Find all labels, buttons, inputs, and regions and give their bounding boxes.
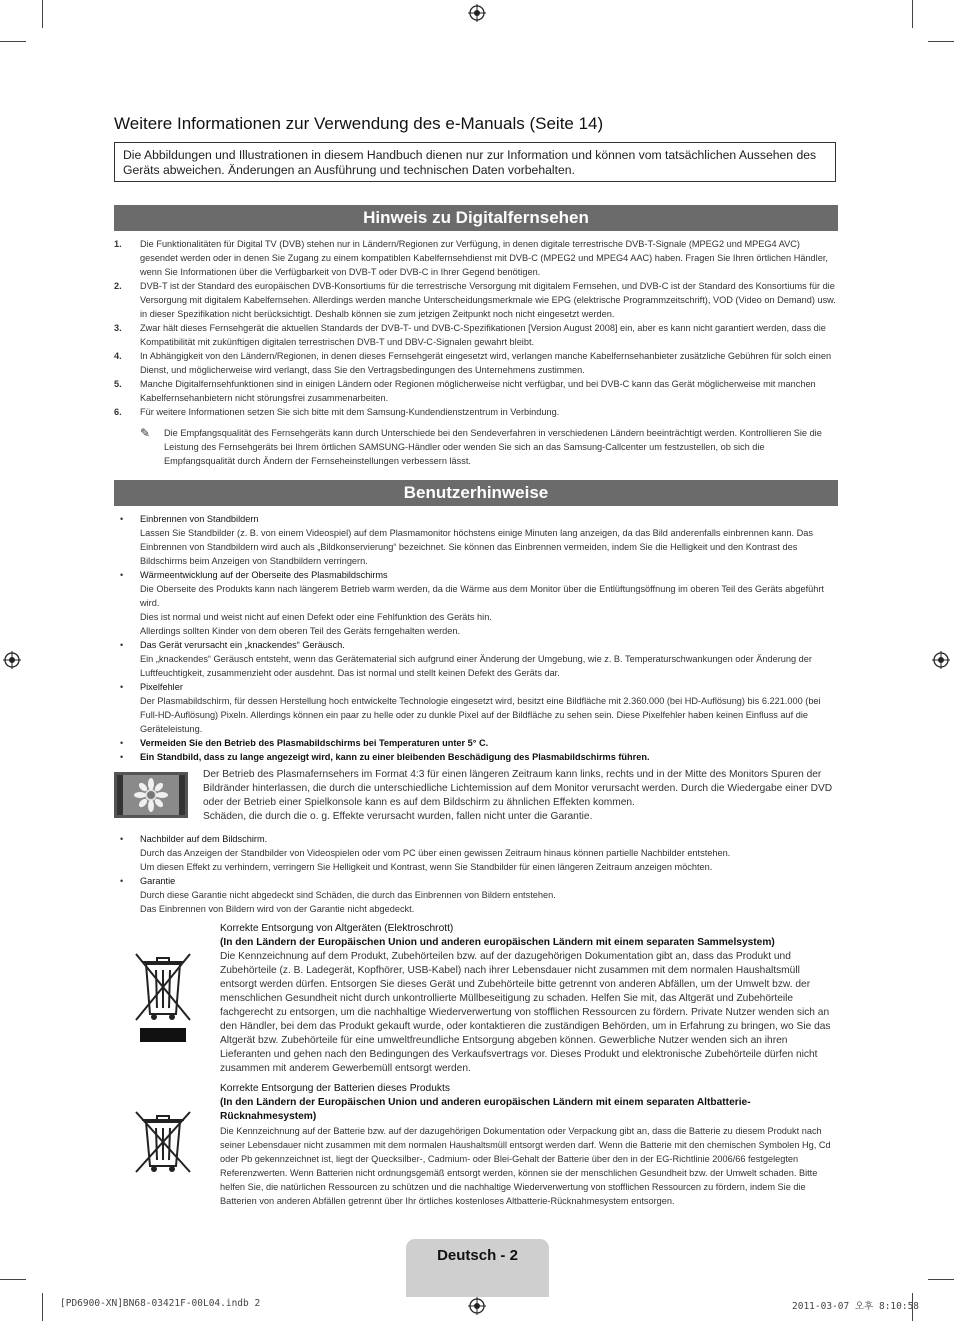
item-text: In Abhängigkeit von den Ländern/Regionen, in denen dieses Fernsehgerät eingesetzt wird, verlangen manche Kabelfernsehanbieter zusätzliche Gebühren für solch einen Dienst, und möglicherweise wird verlangt, dass Sie den Vertragsbedingungen des Unternehmens zustimmen. — [140, 351, 832, 375]
bullet-title: Vermeiden Sie den Betrieb des Plasmabildschirms bei Temperaturen unter 5° C. — [140, 738, 489, 748]
registration-mark-icon — [932, 651, 950, 669]
bullet-body: Ein „knackendes“ Geräusch entsteht, wenn das Gerätematerial sich aufgrund einer Änderung der Umgebung, wie z. B. Temperaturschwankungen oder Änderung der Luftfeuchtigkeit, zusammenzieht oder ausdehnt. Das ist normal und stellt keinen Defekt des Geräts dar. — [140, 654, 812, 678]
bullet-item: • Garantie Durch diese Garantie nicht abgedeckt sind Schäden, die durch das Einbrennen von Bildern entstehen. Das Einbrennen von Bildern wird von der Garantie nicht abgedeckt. — [114, 874, 838, 916]
page-title: Weitere Informationen zur Verwendung des e-Manuals (Seite 14) — [114, 114, 604, 133]
crop-mark — [928, 41, 954, 42]
crop-mark — [0, 41, 26, 42]
item-text: Die Funktionalitäten für Digital TV (DVB) stehen nur in Ländern/Regionen zur Verfügung, in denen digitale terrestrische DVB-T-Signale (MPEG2 und MPEG4 AVC) gesendet werden oder in denen Sie Zugang zu einem kompatiblen Kabelfernsehdienst mit DVB-C (MPEG2 und MPEG4 AAC) haben. Fragen Sie Ihren örtlichen Händler, wenn Sie Informationen über die Verfügbarkeit von DVB-T oder DVB-C in Ihrer Gegend benötigen. — [140, 239, 828, 277]
crossed-bin-icon — [134, 950, 192, 1044]
battery-subtitle: (In den Ländern der Europäischen Union und anderen europäischen Ländern mit einem separaten Altbatterie-Rücknahmesystem) — [220, 1097, 751, 1122]
bullet-item: • Das Gerät verursacht ein „knackendes“ Geräusch. Ein „knackendes“ Geräusch entsteht, wenn das Gerätematerial sich aufgrund einer Änderung der Umgebung, wie z. B. Temperaturschwankungen oder Änderung der Luftfeuchtigkeit, zusammenzieht oder ausdehnt. Das ist normal und stellt keinen Defekt des Geräts dar. — [114, 638, 838, 680]
battery-title: Korrekte Entsorgung der Batterien dieses Produkts — [220, 1083, 450, 1094]
bullet-body: Der Plasmabildschirm, für dessen Herstellung hoch entwickelte Technologie eingesetzt wird, besitzt eine Bildfläche mit 2.360.000 (bei HD-Auflösung) bis 6.221.000 (bei Full-HD-Auflösung) Pixeln. Allerdings können ein paar zu helle oder zu dunkle Pixel auf der Bildfläche zu sehen sein. Diese Pixelfehler haben keinen Einfluss auf die Geräteleistung. — [140, 696, 821, 734]
weee-subtitle: (In den Ländern der Europäischen Union und anderen europäischen Ländern mit einem separaten Sammelsystem) — [220, 937, 775, 948]
note — [140, 426, 838, 468]
item-text: Zwar hält dieses Fernsehgerät die aktuellen Standards der DVB-T- und DVB-C-Spezifikationen [Version August 2008] ein, aber es kann nicht garantiert werden, dass die Kompatibilität mit zukünftigen digitalen terrestrischen DVB-T und DBV-C-Signalen gewahrt bleibt. — [140, 323, 826, 347]
weee-title: Korrekte Entsorgung von Altgeräten (Elektroschrott) — [220, 923, 454, 934]
bullet-item: • Einbrennen von Standbildern Lassen Sie Standbilder (z. B. von einem Videospiel) auf dem Plasmamonitor höchstens einige Minuten lang anzeigen, da das Bild anderenfalls einbrennen kann. Das Einbrennen von Standbildern wird auch als „Bildkonservierung“ bezeichnet. Sie können das Einbrennen vermeiden, indem Sie die Helligkeit und den Kontrast des Bildschirms beim Anzeigen von Standbildern verringern. — [114, 512, 838, 568]
bullet-title: Einbrennen von Standbildern — [140, 514, 259, 524]
bullet-title: Ein Standbild, dass zu lange angezeigt wird, kann zu einer bleibenden Beschädigung des Plasmabildschirms führen. — [140, 752, 650, 762]
battery-body: Die Kennzeichnung auf der Batterie bzw. auf der dazugehörigen Dokumentation oder Verpackung gibt an, dass die Batterie zu diesem Produkt nach seiner Lebensdauer nicht zusammen mit dem normalen Haushaltsmüll entsorgt werden darf. Wenn die Batterie mit den chemischen Symbolen Hg, Cd oder Pb gekennzeichnet ist, liegt der Quecksilber-, Cadmium- oder Blei-Gehalt der Batterie über den in der EG-Richtlinie 2006/66 festgelegten Referenzwerten. Wenn Batterien nicht ordnungsgemäß entsorgt werden, können sie der menschlichen Gesundheit bzw. der Umwelt schaden. Bitte helfen Sie, die natürlichen Ressourcen zu schützen und die nachhaltige Wiederverwertung von stofflichen Ressourcen zu fördern, indem Sie die Batterien von anderen Abfällen getrennt über Ihr örtliches kostenloses Altbatterie-Rücknahmesystem entsorgen. — [220, 1126, 831, 1206]
list-item — [114, 349, 838, 377]
bullet-title: Das Gerät verursacht ein „knackendes“ Geräusch. — [140, 640, 345, 650]
weee-body: Die Kennzeichnung auf dem Produkt, Zubehörteilen bzw. auf der dazugehörigen Dokumentation gibt an, dass das Produkt und Zubehörteile (z. B. Ladegerät, Kopfhörer, USB-Kabel) nach ihrer Lebensdauer nicht zusammen mit dem normalen Haushaltsmüll entsorgt werden dürfen. Entsorgen Sie dieses Gerät und Zubehörteile bitte getrennt von anderen Abfällen, um der Umwelt bzw. der menschlichen Gesundheit nicht durch unkontrollierte Müllbeseitigung zu schaden. Helfen Sie mit, das Altgerät und Zubehörteile fachgerecht zu entsorgen, um die nachhaltige Wiederverwertung von stofflichen Ressourcen zu fördern. Private Nutzer wenden sich an den Händler, bei dem das Produkt gekauft wurde, oder kontaktieren die zuständigen Behörden, um in Erfahrung zu bringen, wo Sie das Altgerät bzw. Zubehörteile für eine umweltfreundliche Entsorgung abgeben können. Gewerbliche Nutzer wenden sich an ihren Lieferanten und gehen nach den Bedingungen des Verkaufsvertrags vor. Dieses Produkt und elektronische Zubehörteile dürfen nicht zusammen mit anderem Gewerbemüll entsorgt werden. — [220, 951, 831, 1074]
note-pencil-icon: ✎ — [140, 426, 151, 440]
bullet-title: Nachbilder auf dem Bildschirm. — [140, 834, 268, 844]
bullet-body: Die Oberseite des Produkts kann nach längerem Betrieb warm werden, da die Wärme aus dem Monitor über die Entlüftungsöffnung im oberen Teil des Geräts abgeführt wird. Dies ist normal und weist nicht auf einen Defekt oder eine Fehlfunktion des Geräts hin. Allerdings sollten Kinder von dem oberen Teil des Geräts ferngehalten werden. — [140, 584, 824, 636]
bullet-item: • Nachbilder auf dem Bildschirm. Durch das Anzeigen der Standbilder von Videospielen oder vom PC über einen gewissen Zeitraum hinaus können partielle Nachbilder entstehen. Um diesen Effekt zu verhindern, verringern Sie Helligkeit und Kontrast, wenn Sie Standbilder für einen längeren Zeitraum anzeigen möchten. — [114, 832, 838, 874]
registration-mark-icon — [3, 651, 21, 669]
crop-mark — [42, 0, 43, 28]
section-heading-user: Benutzerhinweise — [114, 480, 838, 506]
weee-section — [220, 922, 838, 1076]
bullet-body: Durch das Anzeigen der Standbilder von Videospielen oder vom PC über einen gewissen Zeitraum hinaus können partielle Nachbilder entstehen. Um diesen Effekt zu verhindern, verringern Sie Helligkeit und Kontrast, wenn Sie Standbilder für einen längeren Zeitraum anzeigen möchten. — [140, 848, 731, 872]
list-item — [114, 405, 838, 419]
info-box: Die Abbildungen und Illustrationen in diesem Handbuch dienen nur zur Information und können vom tatsächlichen Aussehen des Geräts abweichen. Änderungen an Ausführung und technischen Daten vorbehalten. — [114, 142, 836, 182]
user-bullets — [114, 512, 838, 764]
item-number: 4. — [114, 351, 122, 361]
registration-mark-icon — [468, 1297, 486, 1315]
list-item — [114, 279, 838, 321]
bullet-item: • Pixelfehler Der Plasmabildschirm, für dessen Herstellung hoch entwickelte Technologie eingesetzt wird, besitzt eine Bildfläche mit 2.360.000 (bei HD-Auflösung) bis 6.221.000 (bei Full-HD-Auflösung) Pixeln. Allerdings können ein paar zu helle oder zu dunkle Pixel auf der Bildfläche zu sehen sein. Diese Pixelfehler haben keinen Einfluss auf die Geräteleistung. — [114, 680, 838, 736]
bullet-title: Pixelfehler — [140, 682, 183, 692]
section-heading-digital: Hinweis zu Digitalfernsehen — [114, 205, 838, 231]
bullet-item: • Wärmeentwicklung auf der Oberseite des Plasmabildschirms Die Oberseite des Produkts kann nach längerem Betrieb warm werden, da die Wärme aus dem Monitor über die Entlüftungsöffnung im oberen Teil des Geräts abgeführt wird. Dies ist normal und weist nicht auf einen Defekt oder eine Fehlfunktion des Geräts hin. Allerdings sollten Kinder von dem oberen Teil des Geräts ferngehalten werden. — [114, 568, 838, 638]
item-number: 3. — [114, 323, 122, 333]
item-number: 6. — [114, 407, 122, 417]
crop-mark — [912, 0, 913, 28]
tv-flower-image — [114, 772, 188, 818]
bullet-title: Garantie — [140, 876, 176, 886]
note-text: Die Empfangsqualität des Fernsehgeräts kann durch Unterschiede bei den Sendeverfahren in verschiedenen Ländern beeinträchtigt werden. Kontrollieren Sie die Leistung des Fernsehgeräts bei Ihrem örtlichen SAMSUNG-Händler oder wenden Sie sich an das Samsung-Callcenter um festzustellen, ob sich die Empfangsqualität durch Ändern der Fernseheinstellungen verbessern lässt. — [164, 428, 822, 466]
item-text: DVB-T ist der Standard des europäischen DVB-Konsortiums für die terrestrische Versorgung mit digitalem Fernsehen, und DVB-C ist der Standard des Konsortiums für die Versorgung mit digitalem Kabelfernsehen. Allerdings werden manche Unterscheidungsmerkmale wie EPG (elektrische Programmzeitschrift), VOD (Video on Demand) usw. in dieser Spezifikation nicht berücksichtigt. Deshalb können sie zum jetzigen Zeitpunkt noch nicht eingesetzt werden. — [140, 281, 836, 319]
list-item — [114, 237, 838, 279]
page-number-tab: Deutsch - 2 — [406, 1239, 549, 1297]
battery-section — [220, 1082, 838, 1208]
item-text: Für weitere Informationen setzen Sie sich bitte mit dem Samsung-Kundendienstzentrum in Verbindung. — [140, 407, 560, 417]
bullet-item: • Ein Standbild, dass zu lange angezeigt wird, kann zu einer bleibenden Beschädigung des Plasmabildschirms führen. — [114, 750, 838, 764]
list-item — [114, 377, 838, 405]
crop-mark — [0, 1279, 26, 1280]
user-bullets-2 — [114, 832, 838, 916]
digital-list — [114, 237, 838, 419]
footer-timestamp: 2011-03-07 오후 8:10:58 — [792, 1301, 920, 1312]
bullet-item: • Vermeiden Sie den Betrieb des Plasmabildschirms bei Temperaturen unter 5° C. — [114, 736, 838, 750]
item-number: 1. — [114, 239, 122, 249]
bullet-body: Durch diese Garantie nicht abgedeckt sind Schäden, die durch das Einbrennen von Bildern entstehen. Das Einbrennen von Bildern wird von der Garantie nicht abgedeckt. — [140, 890, 556, 914]
bullet-body: Lassen Sie Standbilder (z. B. von einem Videospiel) auf dem Plasmamonitor höchstens einige Minuten lang anzeigen, da das Bild anderenfalls einbrennen kann. Das Einbrennen von Standbildern wird auch als „Bildkonservierung“ bezeichnet. Sie können das Einbrennen vermeiden, indem Sie die Helligkeit und den Kontrast des Bildschirms beim Anzeigen von Standbildern verringern. — [140, 528, 813, 566]
item-number: 2. — [114, 281, 122, 291]
crop-mark — [42, 1293, 43, 1321]
crop-mark — [928, 1279, 954, 1280]
crossed-battery-bin-icon — [134, 1108, 192, 1174]
bullet-title: Wärmeentwicklung auf der Oberseite des Plasmabildschirms — [140, 570, 388, 580]
registration-mark-icon — [468, 4, 486, 22]
item-number: 5. — [114, 379, 122, 389]
list-item — [114, 321, 838, 349]
footer-file-info: [PD6900-XN]BN68-03421F-00L04.indb 2 — [60, 1298, 261, 1309]
image-description: Der Betrieb des Plasmafernsehers im Format 4:3 für einen längeren Zeitraum kann links, rechts und in der Mitte des Monitors Spuren der Bildränder hinterlassen, die durch die unterschiedliche Lichtemission auf dem Monitor verursacht werden. Durch die Wiedergabe einer DVD oder der Betrieb einer Spielkonsole kann es auf dem Bildschirm zu ähnlichen Effekten kommen. Schäden, die durch die o. g. Effekte verursacht wurden, fallen nicht unter die Garantie. — [203, 769, 833, 822]
item-text: Manche Digitalfernsehfunktionen sind in einigen Ländern oder Regionen möglicherweise nicht verfügbar, und bei DVB-C kann das Gerät möglicherweise mit manchen Kabelfernsehanbietern nicht störungsfrei zusammenarbeiten. — [140, 379, 816, 403]
